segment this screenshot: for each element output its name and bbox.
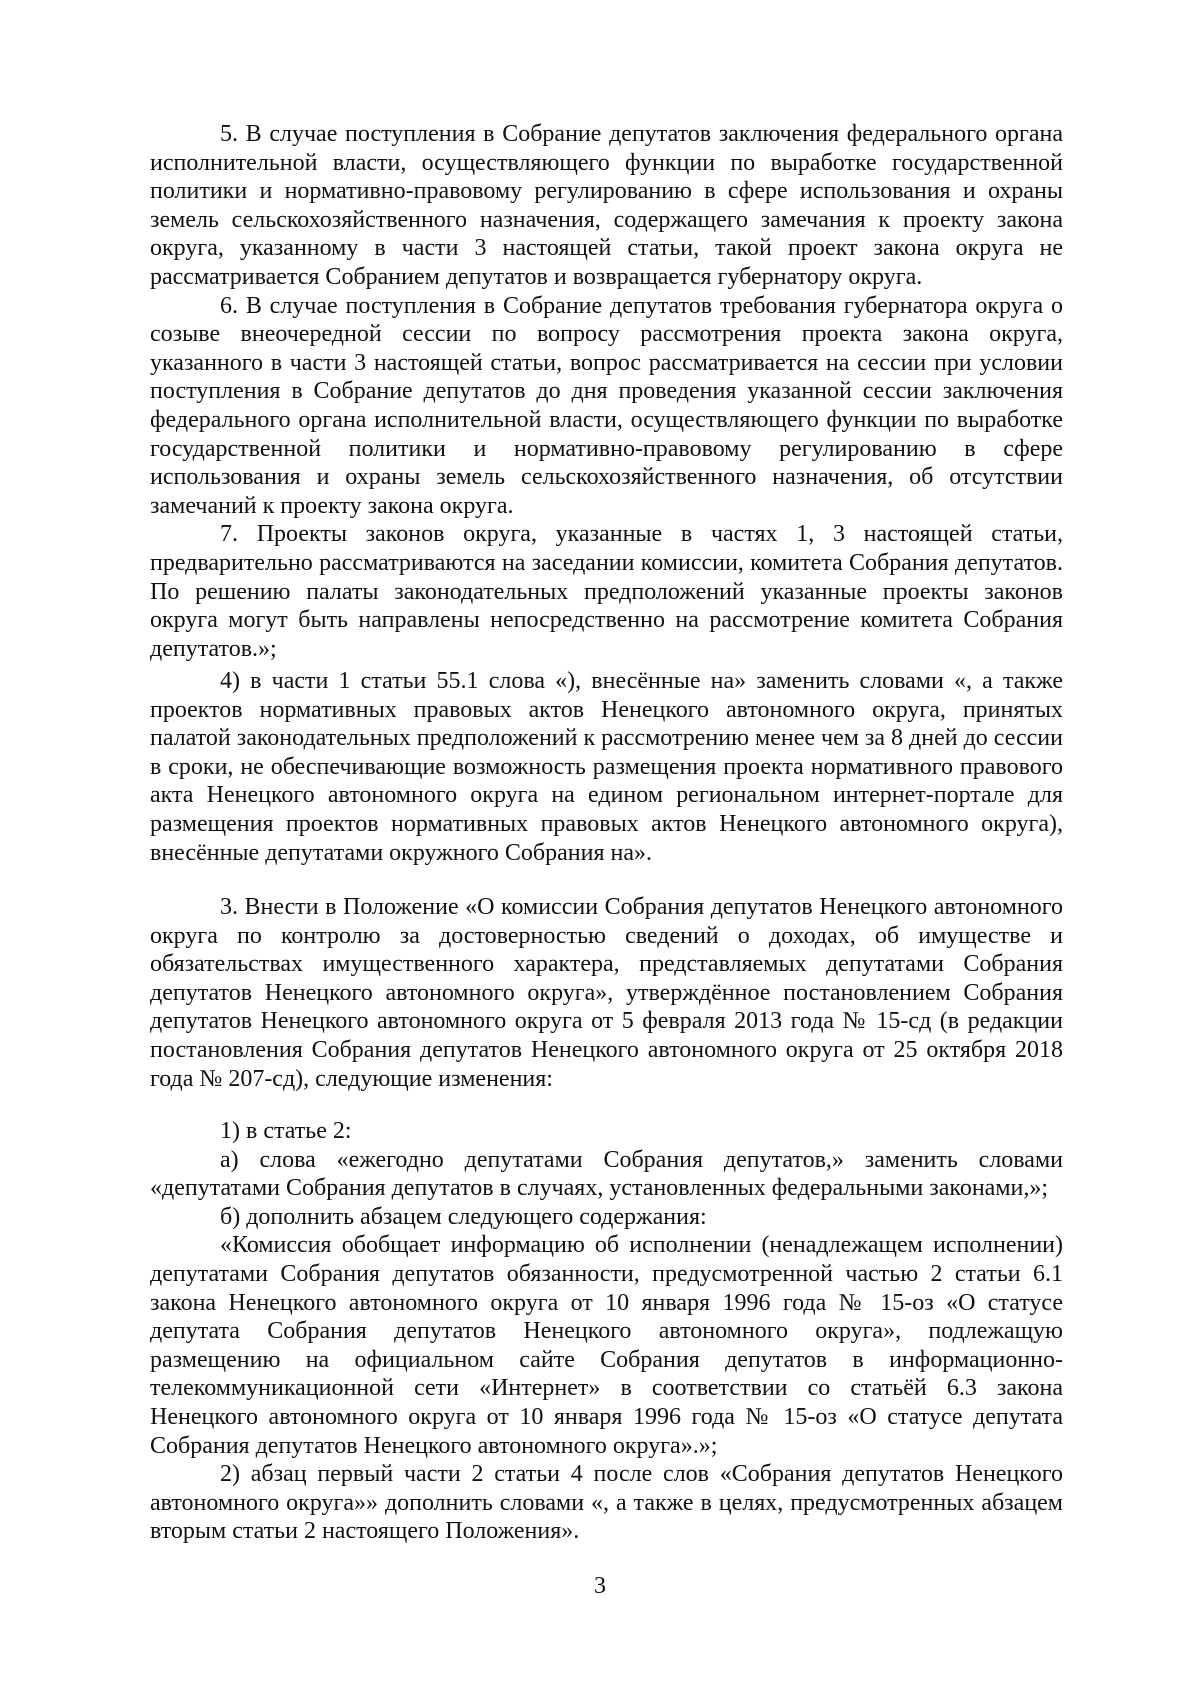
- paragraph-item-4: 4) в части 1 статьи 55.1 слова «), внесённые на» заменить словами «, а также проектов нормативных правовых актов Ненецкого автономного округа, принятых палатой законодательных предположений к рассмотрению менее чем за 8 дней до сессии в сроки, не обеспечивающие возможность размещения проекта нормативного правового акта Ненецкого автономного округа на едином региональном интернет-портале для размещения проектов нормативных правовых актов Ненецкого автономного округа), внесённые депутатами окружного Собрания на».: [150, 668, 1063, 866]
- paragraph-part-7: 7. Проекты законов округа, указанные в частях 1, 3 настоящей статьи, предварительно рассматриваются на заседании комиссии, комитета Собрания депутатов. По решению палаты законодательных предположений указанные проекты законов округа могут быть направлены непосредственно на рассмотрение комитета Собрания депутатов.»;: [150, 521, 1063, 662]
- paragraph-item-1-heading: 1) в статье 2:: [220, 1118, 352, 1144]
- text-section-item-4: [150, 667, 1063, 867]
- text-section-article-parts: [150, 120, 1063, 663]
- paragraph-subitem-a: а) слова «ежегодно депутатами Собрания депутатов,» заменить словами «депутатами Собрания депутатов в случаях, установленных федеральными законами,»;: [150, 1146, 1063, 1202]
- paragraph-part-5: 5. В случае поступления в Собрание депутатов заключения федерального органа исполнительной власти, осуществляющего функции по выработке государственной политики и нормативно-правовому регулированию в сфере использования и охраны земель сельскохозяйственного назначения, содержащего замечания к проекту закона округа, указанному в части 3 настоящей статьи, такой проект закона округа не рассматривается Собранием депутатов и возвращается губернатору округа.: [150, 121, 1063, 290]
- paragraph-part-6: 6. В случае поступления в Собрание депутатов требования губернатора округа о созыве внеочередной сессии по вопросу рассмотрения проекта закона округа, указанного в части 3 настоящей статьи, вопрос рассматривается на сессии при условии поступления в Собрание депутатов до дня проведения указанной сессии заключения федерального органа исполнительной власти, осуществляющего функции по выработке государственной политики и нормативно-правовому регулированию в сфере использования и охраны земель сельскохозяйственного назначения, об отсутствии замечаний к проекту закона округа.: [150, 292, 1063, 519]
- paragraph-item-2: 2) абзац первый части 2 статьи 4 после слов «Собрания депутатов Ненецкого автономного округа»» дополнить словами «, а также в целях, предусмотренных абзацем вторым статьи 2 настоящего Положения».: [150, 1461, 1063, 1545]
- text-section-item-2: [150, 1460, 1063, 1546]
- text-section-item-1: [150, 1117, 1063, 1460]
- paragraph-subitem-b: б) дополнить абзацем следующего содержания:: [220, 1203, 707, 1230]
- paragraph-commission-quote: «Комиссия обобщает информацию об исполнении (ненадлежащем исполнении) депутатами Собрания депутатов обязанности, предусмотренной частью 2 статьи 6.1 закона Ненецкого автономного округа от 10 января 1996 года № 15-оз «О статусе депутата Собрания депутатов Ненецкого автономного округа», подлежащую размещению на официальном сайте Собрания депутатов в информационно-телекоммуникационной сети «Интернет» в соответствии со статьёй 6.3 закона Ненецкого автономного округа от 10 января 1996 года № 15-оз «О статусе депутата Собрания депутатов Ненецкого автономного округа».»;: [150, 1232, 1063, 1459]
- paragraph-point-3: 3. Внести в Положение «О комиссии Собрания депутатов Ненецкого автономного округа по контролю за достоверностью сведений о доходах, об имуществе и обязательствах имущественного характера, представляемых депутатами Собрания депутатов Ненецкого автономного округа», утверждённое постановлением Собрания депутатов Ненецкого автономного округа от 5 февраля 2013 года № 15-сд (в редакции постановления Собрания депутатов Ненецкого автономного округа от 25 октября 2018 года № 207-сд), следующие изменения:: [150, 894, 1063, 1092]
- page-number: 3: [594, 1573, 606, 1599]
- text-section-point-3: [150, 893, 1063, 1093]
